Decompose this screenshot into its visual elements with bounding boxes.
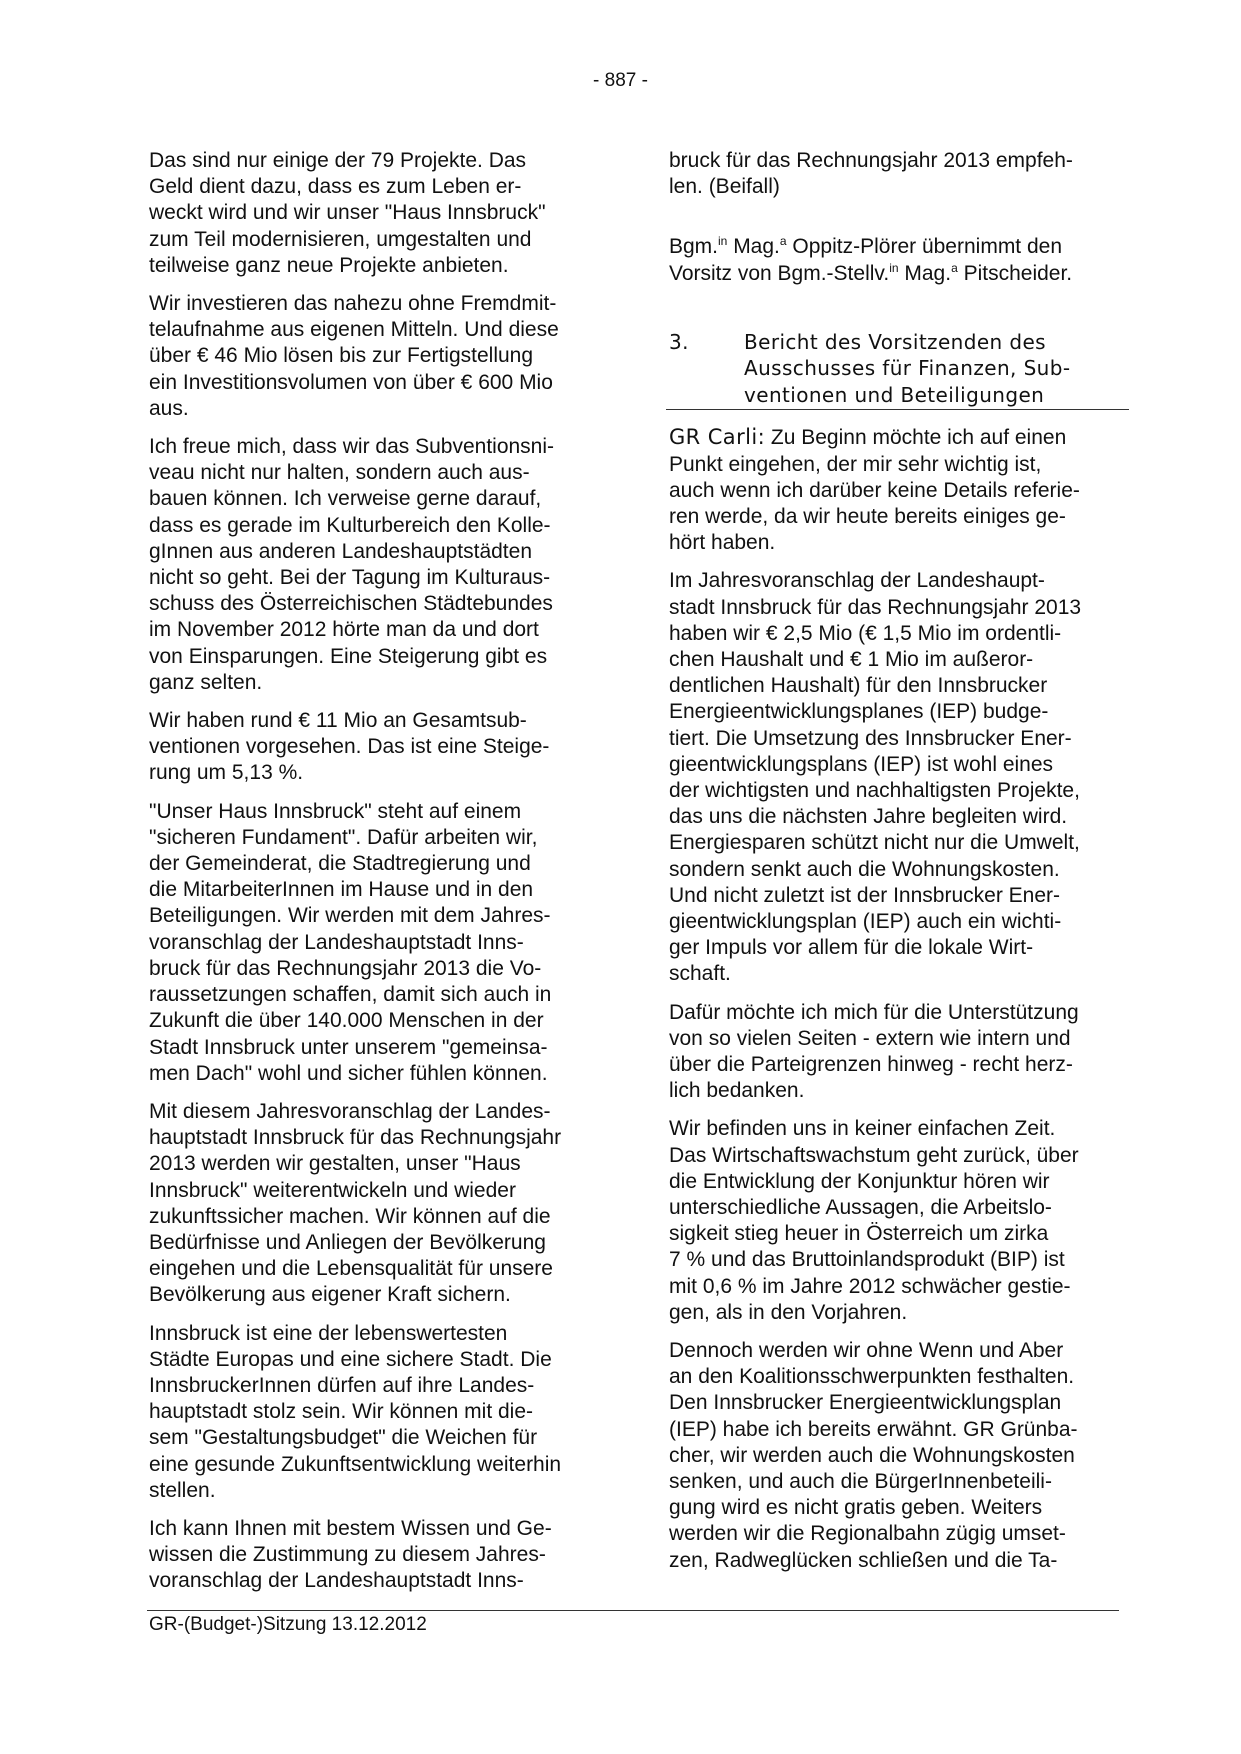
agenda-item-heading <box>666 329 1129 411</box>
paragraph: Wir haben rund € 11 Mio an Gesamtsub- ventionen vorgesehen. Das ist eine Steige- rung um 5,13 %. <box>149 709 550 785</box>
paragraph: Ich kann Ihnen mit bestem Wissen und Ge- wissen die Zustimmung zu diesem Jahres- voranschlag der Landeshauptstadt Inns- <box>149 1516 552 1593</box>
chair-note-text: Oppitz-Plörer übernimmt den Vorsitz von Bgm.-Stellv. <box>669 235 1063 285</box>
superscript: in <box>889 260 899 275</box>
speech-text: Zu Beginn möchte ich auf einen Punkt eingehen, der mir sehr wichtig ist, auch wenn ich darüber keine Details referie- ren werde, da wir heute bereits einiges ge- hört haben. <box>669 426 1080 555</box>
paragraph: Dafür möchte ich mich für die Unterstützung von so vielen Seiten - extern wie intern und über die Parteigrenzen hinweg - recht herz- lich bedanken. <box>669 1000 1079 1103</box>
paragraph: Ich freue mich, dass wir das Subventionsni- veau nicht nur halten, sondern auch aus- bauen können. Ich verweise gerne darauf, dass es gerade im Kulturbereich den Kolle- gInnen aus anderen Landeshauptstädten nicht so geht. Bei der Tagung im Kulturaus- schuss des Österreichischen Städtebundes im November 2012 hörte man da und dort von Einsparungen. Eine Steigerung gibt es ganz selten. <box>149 435 555 694</box>
superscript: in <box>718 234 728 249</box>
continuation-paragraph: bruck für das Rechnungsjahr 2013 empfeh- len. (Beifall) <box>669 149 1073 199</box>
agenda-item-title: Bericht des Vorsitzenden des Ausschusses für Finanzen, Sub- ventionen und Beteiligungen <box>744 329 1071 407</box>
paragraph: Mit diesem Jahresvoranschlag der Landes- hauptstadt Innsbruck für das Rechnungsjahr 2013 werden wir gestalten, unser "Haus Innsbruck" weiterentwickeln und wieder zukunftssicher machen. Wir können auf die Bedürfnisse und Anliegen der Bevölkerung eingehen und die Lebensqualität für unsere Bevölkerung aus eigener Kraft sichern. <box>149 1099 562 1307</box>
superscript: a <box>779 234 787 249</box>
left-column <box>149 148 599 1607</box>
paragraph: Im Jahresvoranschlag der Landeshaupt- stadt Innsbruck für das Rechnungsjahr 2013 haben wir € 2,5 Mio (€ 1,5 Mio im ordentli- chen Haushalt und € 1 Mio im außeror- dentlichen Haushalt) für den Innsbrucker Energieentwicklungsplanes (IEP) budge- tiert. Die Umsetzung des Innsbrucker Ener- gieentwicklungsplans (IEP) ist wohl eines der wichtigsten und nachhaltigsten Projekte, das uns die nächsten Jahre begleiten wird. Energiesparen schützt nicht nur die Umwelt, sondern senkt auch die Wohnungskosten. Und nicht zuletzt ist der Innsbrucker Ener- gieentwicklungsplan (IEP) auch ein wichti- ger Impuls vor allem für die lokale Wirt- schaft. <box>669 569 1082 986</box>
footer-text: GR-(Budget-)Sitzung 13.12.2012 <box>149 1614 427 1635</box>
speech-paragraph <box>669 424 1129 556</box>
paragraph: Wir investieren das nahezu ohne Fremdmit- telaufnahme aus eigenen Mitteln. Und diese über € 46 Mio lösen bis zur Fertigstellung ein Investitionsvolumen von über € 600 Mio aus. <box>149 292 559 420</box>
chair-note <box>669 234 1129 286</box>
superscript: a <box>951 260 958 275</box>
agenda-item-number: 3. <box>669 329 689 354</box>
footer-divider <box>147 1610 1119 1611</box>
chair-note-text: Mag. <box>727 235 780 259</box>
chair-note-text: Mag. <box>898 261 952 285</box>
paragraph: Wir befinden uns in keiner einfachen Zeit. Das Wirtschaftswachstum geht zurück, über die Entwicklung der Konjunktur hören wir unterschiedliche Aussagen, die Arbeitslo- sigkeit stieg heuer in Österreich um zirka 7 % und das Bruttoinlandsprodukt (BIP) ist mit 0,6 % im Jahre 2012 schwächer gestie- gen, als in den Vorjahren. <box>669 1117 1079 1324</box>
paragraph: Das sind nur einige der 79 Projekte. Das Geld dient dazu, dass es zum Leben er- weckt wird und wir unser "Haus Innsbruck" zum Teil modernisieren, umgestalten und teilweise ganz neue Projekte anbieten. <box>149 149 546 277</box>
paragraph: Innsbruck ist eine der lebenswertesten Städte Europas und eine sichere Stadt. Die InnsbruckerInnen dürfen auf ihre Landes- hauptstadt stolz sein. Wir können mit die- sem "Gestaltungsbudget" die Weichen für eine gesunde Zukunftsentwicklung weiterhin stellen. <box>149 1321 562 1502</box>
chair-note-text: Pitscheider. <box>957 261 1073 285</box>
right-column <box>669 148 1129 1586</box>
page-number: - 887 - <box>593 70 648 91</box>
paragraph: "Unser Haus Innsbruck" steht auf einem "sicheren Fundament". Dafür arbeiten wir, der Gemeinderat, die Stadtregierung und die MitarbeiterInnen im Hause und in den Beteiligungen. Wir werden mit dem Jahres- voranschlag der Landeshauptstadt Inns- bruck für das Rechnungsjahr 2013 die Vo- raussetzungen schaffen, damit sich auch in Zukunft die über 140.000 Menschen in der Stadt Innsbruck unter unserem "gemeinsa- men Dach" wohl und sicher fühlen können. <box>149 799 552 1085</box>
chair-note-text: Bgm. <box>669 235 719 259</box>
speaker-name: GR Carli: <box>669 425 766 450</box>
paragraph: Dennoch werden wir ohne Wenn und Aber an den Koalitionsschwerpunkten festhalten. Den Innsbrucker Energieentwicklungsplan (IEP) habe ich bereits erwähnt. GR Grünba- cher, wir werden auch die Wohnungskosten senken, und auch die BürgerInnenbeteili- gung wird es nicht gratis geben. Weiters werden wir die Regionalbahn zügig umset- zen, Radweglücken schließen und die Ta- <box>669 1339 1078 1572</box>
